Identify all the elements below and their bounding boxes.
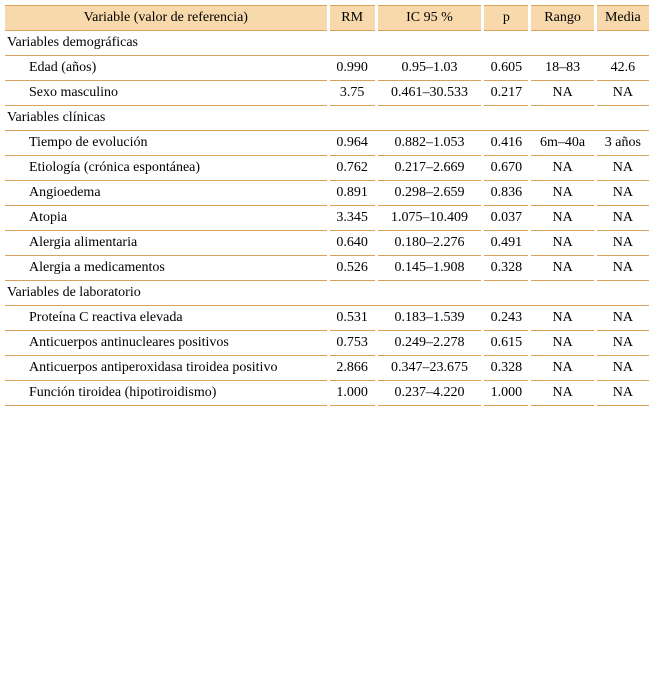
value-cell: NA (597, 206, 649, 231)
variable-cell: Etiología (crónica espontánea) (5, 156, 327, 181)
table-row (5, 56, 649, 81)
table-row (5, 181, 649, 206)
value-cell: 0.145–1.908 (378, 256, 481, 281)
value-cell: 0.964 (330, 131, 375, 156)
header-media: Media (597, 5, 649, 31)
value-cell: 0.180–2.276 (378, 231, 481, 256)
value-cell: 0.183–1.539 (378, 306, 481, 331)
value-cell: 6m–40a (531, 131, 593, 156)
header-p: p (484, 5, 528, 31)
variable-cell: Anticuerpos antinucleares positivos (5, 331, 327, 356)
value-cell: 0.891 (330, 181, 375, 206)
value-cell: 3.75 (330, 81, 375, 106)
variable-cell: Edad (años) (5, 56, 327, 81)
value-cell: 0.605 (484, 56, 528, 81)
variable-cell: Tiempo de evolución (5, 131, 327, 156)
value-cell: 0.990 (330, 56, 375, 81)
table-row (5, 306, 649, 331)
value-cell: 2.866 (330, 356, 375, 381)
variable-cell: Anticuerpos antiperoxidasa tiroidea positivo (5, 356, 327, 381)
value-cell: NA (597, 231, 649, 256)
table-row (5, 206, 649, 231)
value-cell: NA (597, 306, 649, 331)
value-cell: NA (531, 156, 593, 181)
table-row (5, 356, 649, 381)
value-cell: 0.836 (484, 181, 528, 206)
value-cell: 0.640 (330, 231, 375, 256)
value-cell: NA (597, 156, 649, 181)
value-cell: 0.243 (484, 306, 528, 331)
value-cell: NA (597, 381, 649, 406)
value-cell: 3 años (597, 131, 649, 156)
value-cell: 0.217–2.669 (378, 156, 481, 181)
section-row (5, 281, 649, 306)
header-ic95: IC 95 % (378, 5, 481, 31)
table-row (5, 331, 649, 356)
value-cell: NA (531, 256, 593, 281)
value-cell: 1.075–10.409 (378, 206, 481, 231)
value-cell: 0.347–23.675 (378, 356, 481, 381)
value-cell: 0.531 (330, 306, 375, 331)
value-cell: NA (531, 381, 593, 406)
value-cell: NA (597, 356, 649, 381)
value-cell: 0.461–30.533 (378, 81, 481, 106)
variable-cell: Alergia alimentaria (5, 231, 327, 256)
value-cell: 0.298–2.659 (378, 181, 481, 206)
section-row (5, 31, 649, 56)
value-cell: NA (597, 256, 649, 281)
value-cell: NA (531, 81, 593, 106)
value-cell: 0.037 (484, 206, 528, 231)
header-variable: Variable (valor de referencia) (5, 5, 327, 31)
value-cell: NA (597, 331, 649, 356)
value-cell: 0.670 (484, 156, 528, 181)
header-rm: RM (330, 5, 375, 31)
value-cell: NA (531, 356, 593, 381)
value-cell: 0.95–1.03 (378, 56, 481, 81)
value-cell: 0.217 (484, 81, 528, 106)
variable-cell: Atopia (5, 206, 327, 231)
value-cell: 42.6 (597, 56, 649, 81)
value-cell: 0.328 (484, 256, 528, 281)
value-cell: 1.000 (330, 381, 375, 406)
section-title: Variables demográficas (5, 31, 649, 56)
variable-cell: Alergia a medicamentos (5, 256, 327, 281)
variable-cell: Sexo masculino (5, 81, 327, 106)
table-row (5, 231, 649, 256)
value-cell: 3.345 (330, 206, 375, 231)
value-cell: 0.491 (484, 231, 528, 256)
header-row (5, 5, 649, 31)
value-cell: 0.526 (330, 256, 375, 281)
value-cell: NA (531, 331, 593, 356)
value-cell: 0.762 (330, 156, 375, 181)
section-title: Variables de laboratorio (5, 281, 649, 306)
value-cell: 1.000 (484, 381, 528, 406)
variable-cell: Función tiroidea (hipotiroidismo) (5, 381, 327, 406)
value-cell: NA (531, 181, 593, 206)
variable-cell: Proteína C reactiva elevada (5, 306, 327, 331)
variable-cell: Angioedema (5, 181, 327, 206)
value-cell: NA (531, 306, 593, 331)
value-cell: NA (597, 181, 649, 206)
table-body (5, 31, 649, 406)
table-row (5, 131, 649, 156)
table-row (5, 81, 649, 106)
value-cell: 0.328 (484, 356, 528, 381)
section-row (5, 106, 649, 131)
value-cell: 0.249–2.278 (378, 331, 481, 356)
table-row (5, 156, 649, 181)
value-cell: 0.882–1.053 (378, 131, 481, 156)
value-cell: NA (531, 231, 593, 256)
value-cell: 0.753 (330, 331, 375, 356)
value-cell: 0.237–4.220 (378, 381, 481, 406)
value-cell: 18–83 (531, 56, 593, 81)
value-cell: 0.615 (484, 331, 528, 356)
table-row (5, 256, 649, 281)
statistics-table (2, 5, 652, 406)
section-title: Variables clínicas (5, 106, 649, 131)
value-cell: NA (597, 81, 649, 106)
value-cell: 0.416 (484, 131, 528, 156)
table-row (5, 381, 649, 406)
header-rango: Rango (531, 5, 593, 31)
value-cell: NA (531, 206, 593, 231)
